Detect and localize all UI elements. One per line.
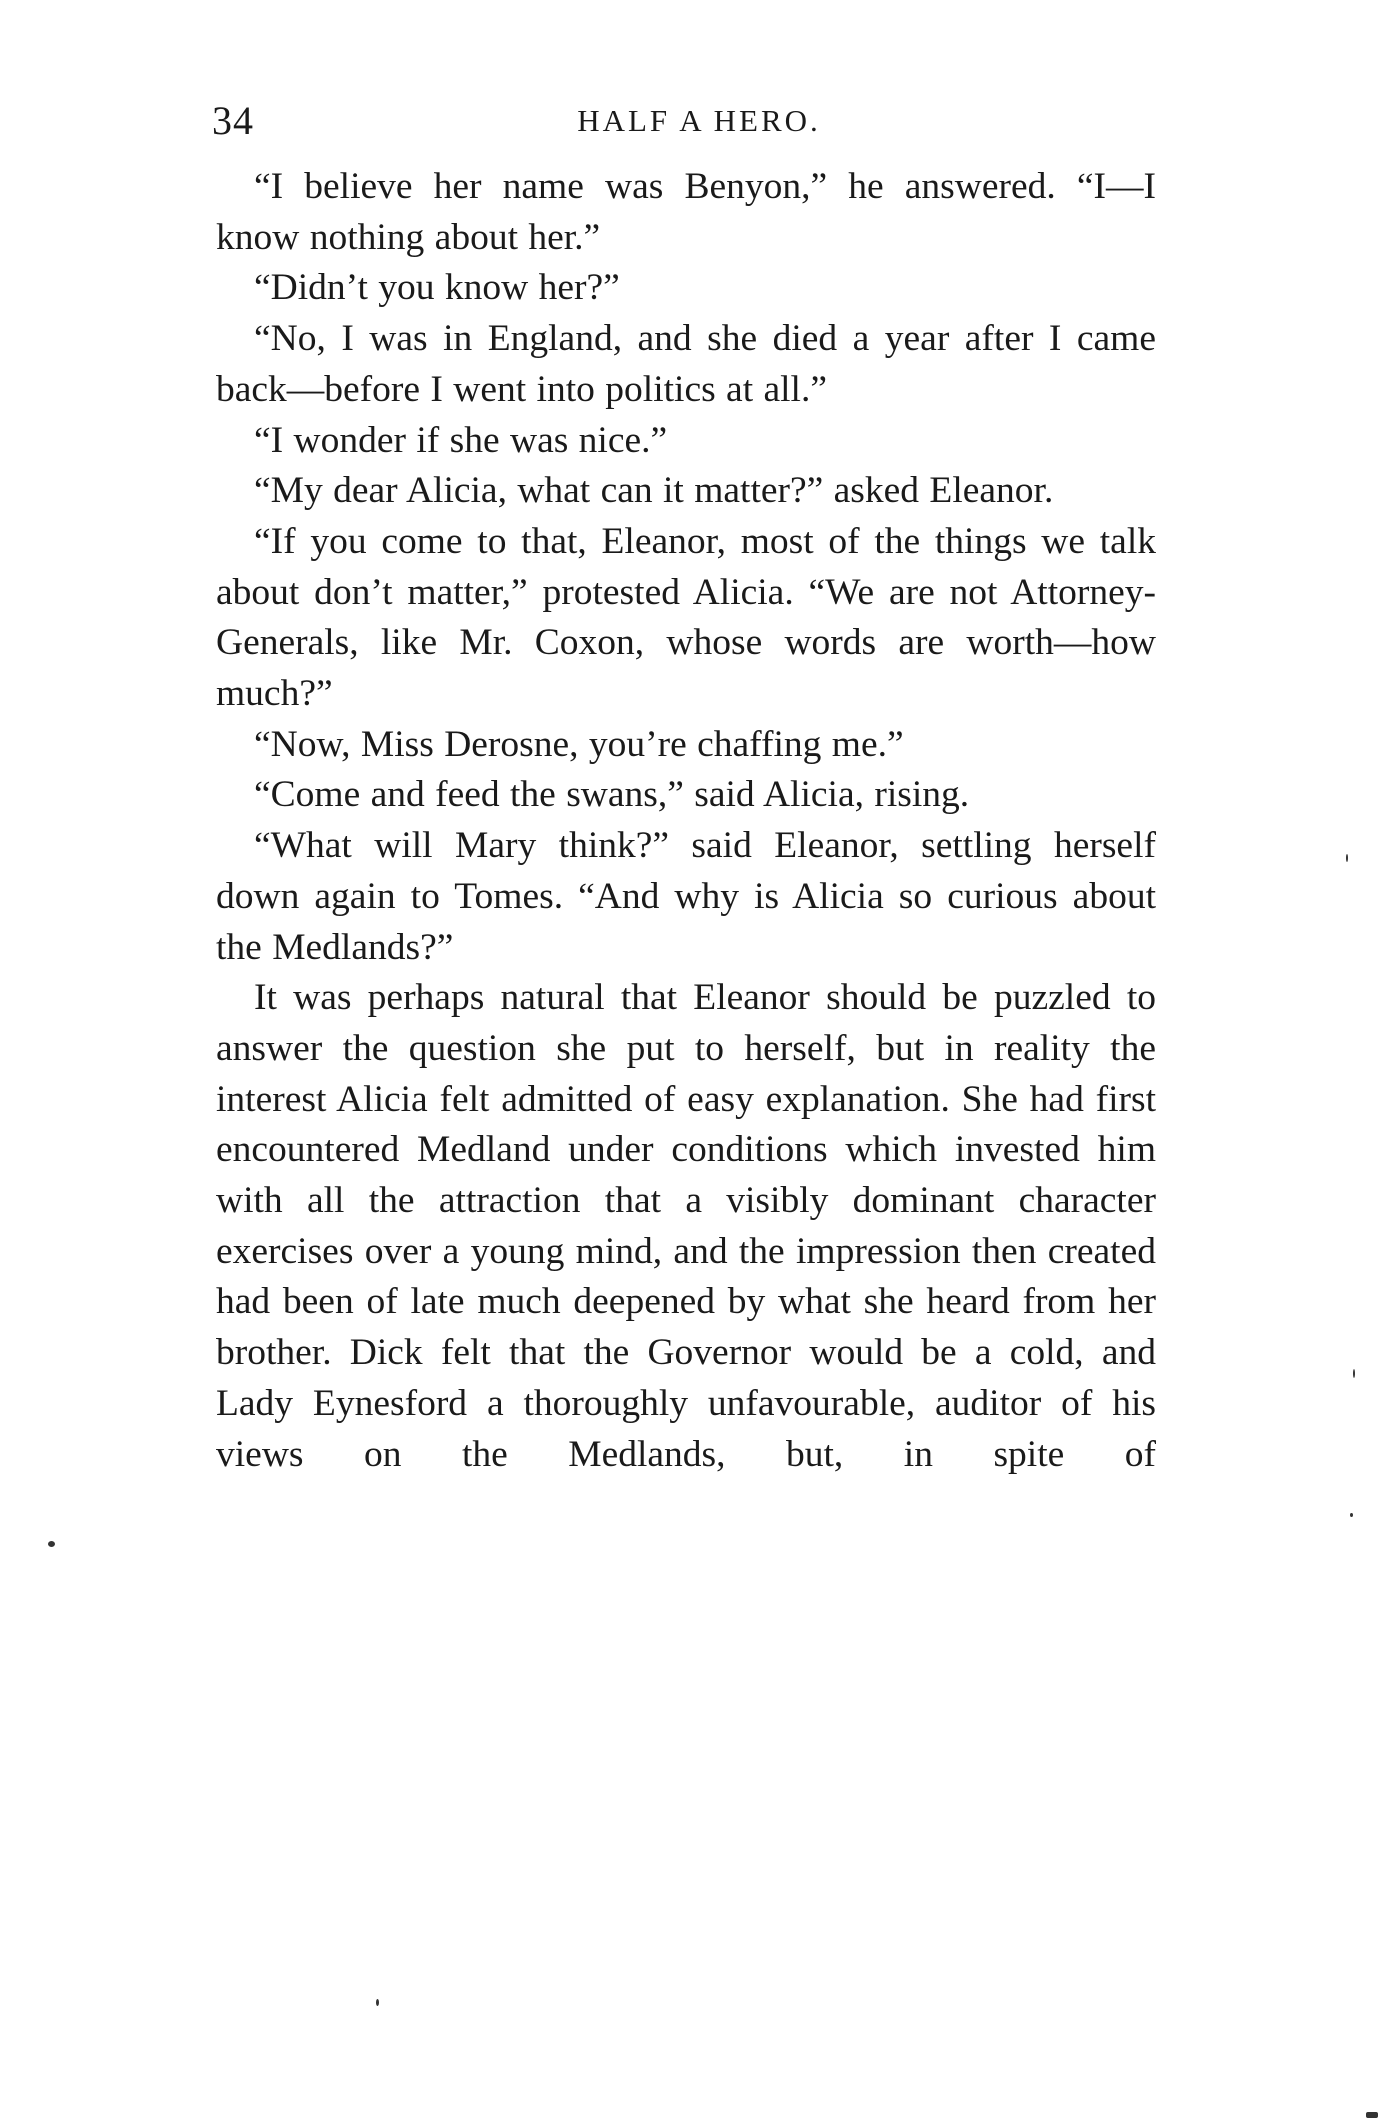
- paragraph-1: “I believe her name was Benyon,” he answered. “I—I know nothing about her.”: [216, 166, 1156, 258]
- paragraph-7: “Now, Miss Derosne, you’re chaffing me.”: [254, 723, 904, 765]
- paragraph-2: “Didn’t you know her?”: [254, 267, 620, 309]
- scan-speck: [1353, 1369, 1355, 1378]
- page-number: 34: [212, 98, 254, 143]
- scan-speck: [1346, 854, 1348, 862]
- body-text: [216, 162, 1156, 1480]
- scan-speck: [1366, 2112, 1378, 2118]
- paragraph-9: “What will Mary think?” said Eleanor, settling herself down again to Tomes. “And why is Alicia so curious about the Medlands?”: [216, 825, 1156, 968]
- paragraph-3: “No, I was in England, and she died a year after I came back—before I went into politics at all.”: [216, 318, 1156, 410]
- paragraph-4: “I wonder if she was nice.”: [254, 419, 668, 461]
- paragraph-5: “My dear Alicia, what can it matter?” asked Eleanor.: [254, 470, 1054, 512]
- scan-speck: [48, 1541, 55, 1547]
- paragraph-6: “If you come to that, Eleanor, most of the things we talk about don’t matter,” protested Alicia. “We are not Attorney-Generals, like Mr. Coxon, whose words are worth—how much?”: [216, 520, 1156, 715]
- paragraph-10: It was perhaps natural that Eleanor should be puzzled to answer the question she put to herself, but in reality the interest Alicia felt admitted of easy explanation. She had first encountered Medland under conditions which invested him with all the attraction that a visibly dominant character exercises over a young mind, and the impression then created had been of late much deepened by what she heard from her brother. Dick felt that the Governor would be a cold, and Lady Eynesford a thoroughly unfavourable, auditor of his views on the Medlands, but, in spite of: [216, 977, 1156, 1475]
- scan-speck: [376, 1999, 379, 2006]
- scan-speck: [1350, 1513, 1353, 1517]
- running-head: [212, 96, 1156, 146]
- paragraph-8: “Come and feed the swans,” said Alicia, rising.: [254, 774, 970, 816]
- running-title: HALF A HERO.: [577, 103, 821, 138]
